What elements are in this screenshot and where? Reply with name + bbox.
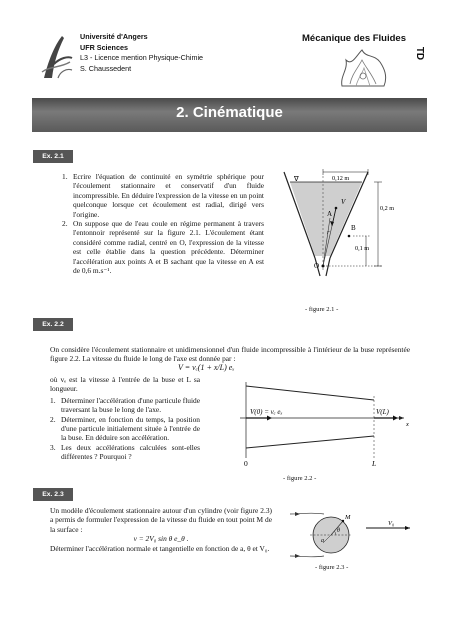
surface-velocity-formula: v = 2V₀ sin θ e_θ . [133,534,189,544]
where-clause: où vₑ est la vitesse à l'entrée de la buse et L sa longueur. [50,375,200,394]
radius-label: a [321,538,324,544]
exercise-2-2-questions [50,396,200,462]
exercise-2-3-statement: Un modèle d'écoulement stationnaire autour d'un cylindre (voir figure 2.3) a permis de formuler l'expression de la vitesse du fluide en tout point M de la surface : [50,506,272,534]
origin-label: 0 [244,459,248,468]
chapter-title: 2. Cinématique [176,104,283,121]
item-number: 1. [50,395,56,405]
surface-symbol: ∇ [294,175,299,183]
dimension-02: 0,2 m [380,205,395,212]
university-name: Université d'Angers [80,32,148,41]
length-label: L [372,459,377,468]
figure-2-2-nozzle [236,378,414,470]
exercise-2-3-body [50,506,272,553]
inlet-velocity-label: V(0) = vₑ eₓ [250,408,283,416]
item-text: Déterminer, en fonction du temps, la position d'une particule initialement située à l'entrée de la buse. En déduire son accélération. [61,414,200,443]
exercise-2-2-intro: On considère l'écoulement stationnaire et unidimensionnel d'un fluide incompressible à l'intérieur de la buse représentée figure 2.2. La vitesse du fluide le long de l'axe est donnée par : [50,345,410,364]
item-text: Les deux accélérations calculées sont-elles différentes ? Pourquoi ? [61,442,200,462]
figure-2-1-caption: - figure 2.1 - [305,306,339,313]
item-number: 2. [50,414,56,424]
dimension-01: 0,1 m [355,245,370,252]
list-item [50,396,200,415]
item-text: Ecrire l'équation de continuité en symétrie sphérique pour l'écoulement stationnaire et conservatif d'un fluide incompressible. En déduire l'expression de la vitesse en un point quelconque lorsque cet écoulement est radial, dirigé vers l'origine. [73,172,264,219]
chapter-banner [32,98,427,132]
velocity-formula: V = vₑ(1 + x/L) eₓ [178,363,235,372]
list-item [62,172,264,219]
figure-2-3-caption: - figure 2.3 - [315,564,349,571]
x-axis-label: x [406,421,409,428]
list-item [50,443,200,462]
figure-2-2-caption: - figure 2.2 - [283,475,317,482]
list-item [62,219,264,275]
item-text: On suppose que de l'eau coule en régime permanent à travers l'entonnoir représenté sur la figure 2.1. L'écoulement étant considéré comme radial, centré en O, l'expression de la vitesse est celle établie dans la question précédente. Déterminer l'accélération aux points A et B sachant que la vitesse en A est de 0,6 m.s⁻¹. [73,219,264,276]
theta-label: θ [337,528,340,534]
exercise-tag-2-3: Ex. 2.3 [33,488,73,501]
exercise-2-1-questions [62,172,264,275]
point-o-label: O [314,262,320,270]
exercise-tag-2-2: Ex. 2.2 [33,318,73,331]
course-title: Mécanique des Fluides [302,33,406,44]
item-number: 1. [62,172,68,181]
point-m-label: M [345,514,351,521]
free-stream-velocity-label: V₀ [388,520,395,527]
vector-r-label: r [327,229,330,236]
outlet-velocity-label: V(L) [376,408,389,416]
item-text: Déterminer l'accélération d'une particule fluide traversant la buse le long de l'axe. [61,395,200,415]
exercise-2-2-body [50,375,200,462]
figure-2-3-cylinder [288,508,413,563]
ufr-name: UFR Sciences [80,42,128,52]
program-name: L3 - Licence mention Physique-Chimie [80,53,204,62]
header-info [80,32,203,74]
figure-2-1-funnel [270,168,418,303]
exercise-tag-2-1: Ex. 2.1 [33,150,73,163]
item-number: 3. [50,442,56,452]
university-logo [40,32,74,82]
point-a-label: A [327,210,333,218]
exercise-2-3-question: Déterminer l'accélération normale et tangentielle en fonction de a, θ et V₀. [50,543,270,553]
vector-v-label: V [341,198,346,206]
fluid-illustration [336,46,390,92]
item-number: 2. [62,219,68,229]
list-item [50,415,200,443]
author-name: S. Chaussedent [80,63,132,73]
point-b-label: B [351,224,356,232]
td-label: TD [413,46,425,61]
dimension-012: 0,12 m [332,175,350,182]
